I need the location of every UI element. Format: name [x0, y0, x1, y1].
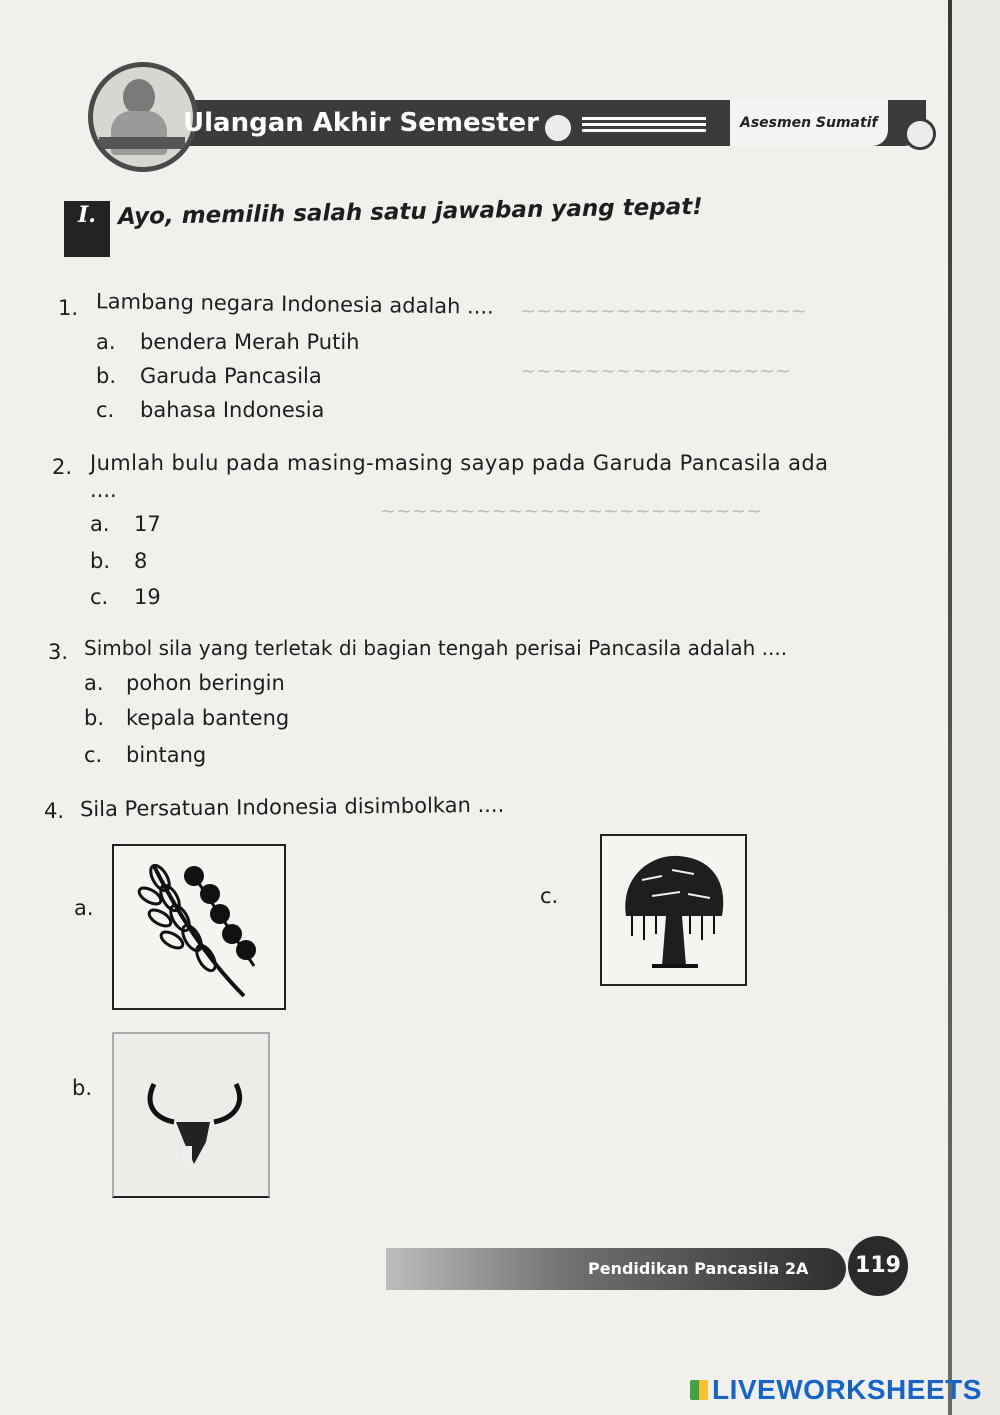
- question-number: 1.: [58, 296, 79, 320]
- option-letter[interactable]: b.: [96, 364, 117, 388]
- question-text: Simbol sila yang terletak di bagian tengah perisai Pancasila adalah ....: [84, 636, 788, 660]
- kepala-banteng-icon: [114, 1034, 268, 1196]
- option-text[interactable]: 19: [134, 585, 161, 609]
- banner-knob: [904, 118, 936, 150]
- option-text[interactable]: kepala banteng: [126, 706, 290, 730]
- option-letter[interactable]: c.: [540, 884, 559, 908]
- student-illustration: [88, 62, 198, 172]
- question-text: Jumlah bulu pada masing-masing sayap pada Garuda Pancasila ada: [90, 451, 829, 475]
- question-text: Sila Persatuan Indonesia disimbolkan ....: [79, 792, 505, 822]
- option-letter[interactable]: b.: [72, 1076, 93, 1100]
- banner-stripes: [582, 117, 706, 133]
- page-number: 119: [848, 1236, 908, 1296]
- option-letter[interactable]: b.: [84, 706, 105, 730]
- question-number: 2.: [52, 455, 73, 479]
- banner-knob: [542, 112, 574, 144]
- option-text[interactable]: 17: [134, 512, 161, 536]
- option-letter[interactable]: b.: [90, 549, 111, 573]
- page-edge: [948, 0, 952, 1415]
- question-number: 4.: [44, 799, 65, 823]
- bleed-through-text: ~~~~~~~~~~~~~~~~~~~~~~~~: [380, 500, 763, 522]
- option-letter[interactable]: c.: [84, 743, 103, 767]
- option-letter[interactable]: a.: [96, 330, 116, 354]
- question-text: Lambang negara Indonesia adalah ....: [95, 289, 494, 319]
- option-image-b[interactable]: [112, 1032, 270, 1198]
- book-title: Pendidikan Pancasila 2A: [588, 1259, 809, 1278]
- option-letter[interactable]: c.: [90, 585, 109, 609]
- pohon-beringin-icon: [602, 836, 745, 984]
- bleed-through-text: ~~~~~~~~~~~~~~~~~: [520, 360, 791, 382]
- option-letter[interactable]: a.: [90, 512, 110, 536]
- padi-kapas-icon: [114, 846, 284, 1008]
- header-title: Ulangan Akhir Semester: [183, 108, 539, 138]
- adjacent-page-strip: [952, 0, 1000, 1415]
- option-text[interactable]: bendera Merah Putih: [140, 330, 360, 354]
- option-text[interactable]: Garuda Pancasila: [140, 364, 322, 388]
- option-text[interactable]: bahasa Indonesia: [140, 398, 325, 422]
- section-number: I.: [64, 201, 110, 257]
- bleed-through-text: ~~~~~~~~~~~~~~~~~~: [520, 300, 807, 322]
- option-text[interactable]: 8: [134, 549, 148, 573]
- option-letter[interactable]: a.: [74, 896, 94, 920]
- option-text[interactable]: bintang: [126, 743, 207, 767]
- header-subtitle: Asesmen Sumatif: [730, 100, 888, 146]
- question-text-continued: ....: [90, 478, 117, 502]
- option-text[interactable]: pohon beringin: [126, 671, 285, 695]
- question-number: 3.: [48, 640, 69, 664]
- option-image-a[interactable]: [112, 844, 286, 1010]
- option-letter[interactable]: c.: [96, 398, 115, 422]
- option-image-c[interactable]: [600, 834, 747, 986]
- liveworksheets-logo-icon: [690, 1380, 708, 1400]
- option-letter[interactable]: a.: [84, 671, 104, 695]
- section-instruction: Ayo, memilih salah satu jawaban yang tepat!: [117, 193, 703, 231]
- watermark: LIVEWORKSHEETS: [712, 1374, 982, 1405]
